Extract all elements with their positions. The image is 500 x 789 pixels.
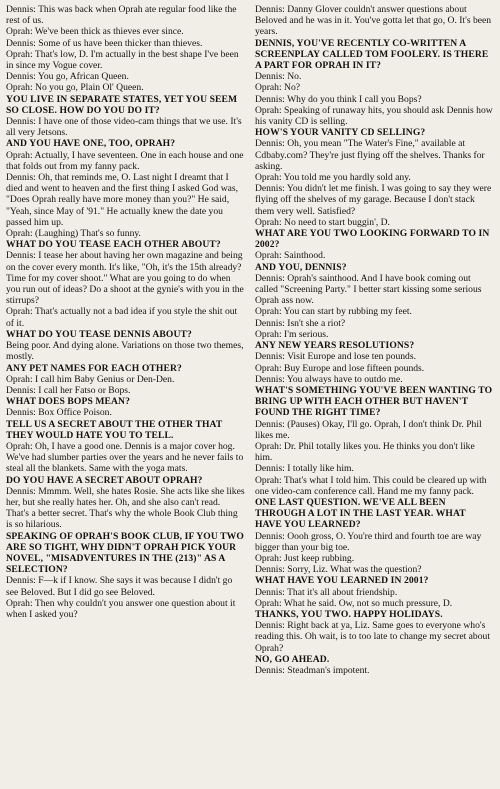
left-answer-10: Dennis: Oh, that reminds me, O. Last night I dreamt that I died and went to heaven and the first thing I asked God was, "Does Oprah really have more money than you?" He said, "Yeah, since May of '91." He actually knew the date you passed him up.: [6, 172, 239, 228]
right-answer-35: Dennis: Right back at ya, Liz. Same goes to everyone who's reading this. Oh wait, is to too late to change my secret about Oprah?: [255, 620, 490, 654]
right-answer-32: Dennis: That it's all about friendship.: [255, 586, 398, 598]
right-answer-14: Dennis: Oprah's sainthood. And I have book coming out called "Screening Party." I better start kissing some serious Oprah ass now.: [255, 272, 482, 307]
right-question-18: ANY NEW YEARS RESOLUTIONS?: [255, 340, 415, 352]
right-answer-12: Oprah: Sainthood.: [255, 250, 326, 262]
right-question-34: THANKS, YOU TWO. HAPPY HOLIDAYS.: [255, 608, 443, 620]
left-question-6: YOU LIVE IN SEPARATE STATES, YET YOU SEEM SO CLOSE. HOW DO YOU DO IT?: [6, 93, 238, 116]
right-answer-21: Dennis: You always have to outdo me.: [255, 373, 403, 385]
right-answer-0: Dennis: Danny Glover couldn't answer questions about Beloved and he was in it. You've gotta let that go, O. It's been years.: [255, 4, 492, 38]
right-answer-19: Dennis: Visit Europe and lose ten pounds.: [255, 351, 416, 363]
left-answer-4: Dennis: You go, African Queen.: [6, 71, 129, 83]
right-question-31: WHAT HAVE YOU LEARNED IN 2001?: [255, 575, 429, 587]
right-answer-2: Dennis: No.: [255, 71, 302, 83]
left-answer-11: Oprah: (Laughing) That's so funny.: [6, 228, 141, 240]
right-answer-15: Oprah: You can start by rubbing my feet.: [255, 306, 412, 318]
left-question-20: WHAT DOES BOPS MEAN?: [6, 396, 130, 408]
left-question-15: WHAT DO YOU TEASE DENNIS ABOUT?: [6, 328, 192, 340]
right-answer-30: Dennis: Sorry, Liz. What was the question?: [255, 564, 422, 576]
left-answer-5: Oprah: No you go, Plain Ol' Queen.: [6, 82, 144, 94]
right-answer-3: Oprah: No?: [255, 82, 301, 94]
right-answer-29: Oprah: Just keep rubbing.: [255, 552, 355, 564]
left-answer-13: Dennis: I tease her about having her own magazine and being on the cover every month. It's like, "Oh, it's the 15th already? Time for my cover shoot." What are you going to do when you run out of ideas? Do a shoot at the gynie's with you in the stirrups?: [6, 250, 244, 307]
left-answer-9: Oprah: Actually, I have seventeen. One in each house and one that folds out from my fanny pack.: [6, 149, 244, 172]
left-answer-18: Oprah: I call him Baby Genius or Den-Den.: [6, 373, 175, 385]
right-answer-24: Oprah: Dr. Phil totally likes you. He thinks you don't like him.: [255, 440, 475, 464]
right-question-6: HOW'S YOUR VANITY CD SELLING?: [255, 127, 426, 139]
left-question-12: WHAT DO YOU TEASE EACH OTHER ABOUT?: [6, 239, 221, 251]
left-answer-19: Dennis: I call her Fatso or Bops.: [6, 384, 131, 396]
right-answer-9: Dennis: You didn't let me finish. I was going to say they were flying off the shelves of my garage. Because I don't stack them very well. Satisfied?: [255, 183, 492, 217]
right-question-22: WHAT'S SOMETHING YOU'VE BEEN WANTING TO BRING UP WITH EACH OTHER BUT HAVEN'T FOUND THE RIGHT TIME?: [255, 384, 493, 419]
left-column: [6, 4, 245, 789]
right-answer-33: Oprah: What he said. Ow, not so much pressure, D.: [255, 597, 453, 609]
left-question-17: ANY PET NAMES FOR EACH OTHER?: [6, 362, 182, 374]
left-answer-25: Dennis: Mmmm. Well, she hates Rosie. She acts like she likes her, but she really hates her. Oh, and she also can't read. That's a better secret. That's why the whole Book Club thing is so hilarious.: [6, 485, 245, 531]
right-answer-25: Dennis: I totally like him.: [255, 463, 354, 475]
right-question-27: ONE LAST QUESTION. WE'VE ALL BEEN THROUGH A LOT IN THE LAST YEAR. WHAT HAVE YOU LEARNED?: [255, 496, 466, 531]
left-answer-27: Dennis: F—k if I know. She says it was because I didn't go see Beloved. But I did go see Beloved.: [6, 575, 233, 598]
right-column: [255, 4, 494, 789]
right-answer-8: Oprah: You told me you hardly sold any.: [255, 172, 411, 184]
right-answer-5: Oprah: Speaking of runaway hits, you should ask Dennis how his vanity CD is selling.: [255, 104, 493, 128]
right-answer-20: Oprah: Buy Europe and lose fifteen pounds.: [255, 362, 425, 374]
left-answer-14: Oprah: That's actually not a bad idea if you style the shit out of it.: [6, 306, 238, 329]
left-answer-23: Oprah: Oh, I have a good one. Dennis is a major cover hog. We've had slumber parties over the years and he never fails to steal all the blankets. Same with the yoga mats.: [6, 440, 244, 475]
right-question-36: NO, GO AHEAD.: [255, 653, 330, 665]
left-answer-28: Oprah: Then why couldn't you answer one question about it when I asked you?: [6, 597, 236, 620]
right-answer-10: Oprah: No need to start buggin', D.: [255, 216, 390, 228]
right-answer-26: Oprah: That's what I told him. This could be cleared up with one video-cam conference call. Hand me my fanny pack.: [255, 474, 487, 497]
right-answer-7: Dennis: Oh, you mean "The Water's Fine," available at Cdbaby.com? They're just flying off the shelves. Thanks for asking.: [255, 138, 485, 172]
right-answer-37: Dennis: Steadman's impotent.: [255, 664, 370, 676]
left-answer-0: Dennis: This was back when Oprah ate regular food like the rest of us.: [6, 4, 237, 27]
right-answer-17: Oprah: I'm serious.: [255, 328, 329, 340]
left-question-24: DO YOU HAVE A SECRET ABOUT OPRAH?: [6, 474, 203, 486]
left-answer-21: Dennis: Box Office Poison.: [6, 407, 112, 419]
left-answer-7: Dennis: I have one of those video-cam things that we use. It's all very Jetsons.: [6, 116, 242, 139]
left-question-8: AND YOU HAVE ONE, TOO, OPRAH?: [6, 138, 176, 150]
left-answer-1: Oprah: We've been thick as thieves ever since.: [6, 26, 184, 38]
left-answer-3: Oprah: That's low, D. I'm actually in the best shape I've been in since my Vogue cover.: [6, 48, 239, 72]
left-answer-2: Dennis: Some of us have been thicker than thieves.: [6, 37, 203, 49]
right-answer-23: Dennis: (Pauses) Okay, I'll go. Oprah, I don't think Dr. Phil likes me.: [255, 418, 482, 441]
right-answer-28: Dennis: Oooh gross, O. You're third and fourth toe are way bigger than your big toe.: [255, 530, 482, 553]
right-answer-16: Dennis: Isn't she a riot?: [255, 317, 346, 329]
right-answer-4: Dennis: Why do you think I call you Bops?: [255, 93, 422, 105]
left-question-26: SPEAKING OF OPRAH'S BOOK CLUB, IF YOU TWO ARE SO TIGHT, WHY DIDN'T OPRAH PICK YOUR NOVEL, "MISADVENTURES IN THE (213)" AS A SELECTION?: [6, 530, 244, 576]
left-question-22: TELL US A SECRET ABOUT THE OTHER THAT THEY WOULD HATE YOU TO TELL.: [6, 418, 223, 441]
right-question-1: DENNIS, YOU'VE RECENTLY CO-WRITTEN A SCREENPLAY CALLED TOM FOOLERY. IS THERE A PART FOR OPRAH IN IT?: [255, 37, 489, 72]
left-answer-16: Being poor. And dying alone. Variations on those two themes, mostly.: [6, 340, 244, 363]
right-question-13: AND YOU, DENNIS?: [255, 261, 347, 273]
right-question-11: WHAT ARE YOU TWO LOOKING FORWARD TO IN 2002?: [255, 228, 490, 251]
